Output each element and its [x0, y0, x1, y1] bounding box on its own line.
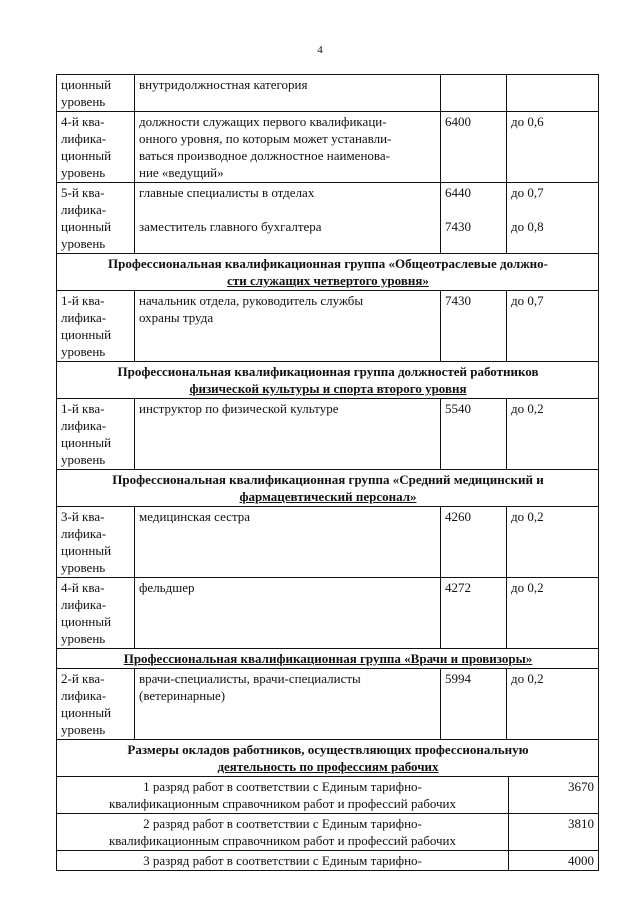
- text-line: 4-й ква-: [61, 580, 105, 595]
- text-line: онного уровня, по которым может устанавли-: [139, 131, 392, 146]
- text-line: ваться производное должностное наименова-: [139, 148, 390, 163]
- text-line: лифика-: [61, 597, 107, 612]
- table-row: [57, 669, 599, 740]
- text-line: 7430: [445, 219, 471, 234]
- group-title-line: Профессиональная квалификационная группа «Врачи и провизоры»: [123, 651, 533, 666]
- text-line: лифика-: [61, 688, 107, 703]
- text-line: 5994: [445, 671, 471, 686]
- position-title: [135, 507, 441, 578]
- qualification-level: [57, 399, 135, 470]
- group-title-line: фармацевтический персонал»: [239, 489, 417, 504]
- text-line: до 0,2: [511, 671, 544, 686]
- text-line: (ветеринарные): [139, 688, 226, 703]
- salary-value: [441, 669, 507, 740]
- text-line: фельдшер: [139, 580, 195, 595]
- salary-value: [441, 75, 507, 112]
- text-line: 2 разряд работ в соответствии с Единым тарифно-: [143, 816, 422, 831]
- text-line: квалификационным справочником работ и профессий рабочих: [108, 833, 457, 848]
- table-row: [57, 183, 599, 254]
- text-line: 7430: [445, 293, 471, 308]
- coefficient-value: [507, 291, 599, 362]
- table-row: [57, 75, 599, 112]
- text-line: уровень: [61, 236, 106, 251]
- text-line: до 0,7: [511, 185, 544, 200]
- text-line: главные специалисты в отделах: [139, 185, 315, 200]
- text-line: 4260: [445, 509, 471, 524]
- worker-grade-description: [57, 814, 509, 851]
- table-row: [57, 399, 599, 470]
- text-line: лифика-: [61, 418, 107, 433]
- group-title-line: сти служащих четвертого уровня»: [227, 273, 429, 288]
- table-row: [57, 578, 599, 649]
- group-title-line: Профессиональная квалификационная группа должностей работников: [117, 364, 539, 379]
- table-row: [57, 507, 599, 578]
- salary-value: [441, 112, 507, 183]
- text-line: лифика-: [61, 310, 107, 325]
- text-line: до 0,2: [511, 509, 544, 524]
- group-title-line: деятельность по профессиям рабочих: [217, 759, 439, 774]
- text-line: до 0,6: [511, 114, 544, 129]
- worker-grade-row: [57, 814, 599, 851]
- coefficient-value: [507, 578, 599, 649]
- group-title-line: Профессиональная квалификационная группа «Общеотраслевые должно-: [108, 256, 548, 271]
- qualification-level: [57, 183, 135, 254]
- group-title-line: Профессиональная квалификационная группа «Средний медицинский и: [112, 472, 544, 487]
- text-line: до 0,2: [511, 580, 544, 595]
- position-title: [135, 291, 441, 362]
- coefficient-value: [507, 75, 599, 112]
- coefficient-value: [507, 669, 599, 740]
- qualification-level: [57, 669, 135, 740]
- text-line: 6400: [445, 114, 471, 129]
- text-line: 3-й ква-: [61, 509, 105, 524]
- salary-value: [441, 291, 507, 362]
- text-line: заместитель главного бухгалтера: [139, 219, 322, 234]
- text-line: 6440: [445, 185, 471, 200]
- salary-value: [441, 399, 507, 470]
- text-line: уровень: [61, 722, 106, 737]
- text-line: уровень: [61, 344, 106, 359]
- qualification-level: [57, 507, 135, 578]
- position-title: [135, 183, 441, 254]
- worker-grade-description: [57, 777, 509, 814]
- text-line: уровень: [61, 631, 106, 646]
- text-line: ционный: [61, 327, 112, 342]
- position-title: [135, 578, 441, 649]
- text-line: 5540: [445, 401, 471, 416]
- text-line: до 0,7: [511, 293, 544, 308]
- group-header-row: [57, 362, 599, 399]
- salary-value: [441, 578, 507, 649]
- qualification-level: [57, 112, 135, 183]
- worker-grade-row: [57, 777, 599, 814]
- worker-salary-value: 4000: [509, 851, 599, 871]
- worker-salary-value: 3670: [509, 777, 599, 814]
- coefficient-value: [507, 507, 599, 578]
- text-line: ние «ведущий»: [139, 165, 224, 180]
- text-line: 1 разряд работ в соответствии с Единым тарифно-: [143, 779, 422, 794]
- text-line: уровень: [61, 452, 106, 467]
- worker-grade-row: [57, 851, 599, 871]
- position-title: [135, 399, 441, 470]
- text-line: 1-й ква-: [61, 293, 105, 308]
- text-line: 3 разряд работ в соответствии с Единым тарифно-: [143, 853, 422, 868]
- group-title: [57, 740, 599, 777]
- text-line: ционный: [61, 77, 112, 92]
- text-line: ционный: [61, 435, 112, 450]
- text-line: инструктор по физической культуре: [139, 401, 339, 416]
- page-number: 4: [317, 44, 323, 56]
- qualification-level: [57, 578, 135, 649]
- qualification-level: [57, 291, 135, 362]
- text-line: внутридолжностная категория: [139, 77, 308, 92]
- position-title: [135, 112, 441, 183]
- coefficient-value: [507, 183, 599, 254]
- workers-salary-table: [56, 776, 599, 871]
- text-line: охраны труда: [139, 310, 214, 325]
- text-line: ционный: [61, 705, 112, 720]
- group-title: [57, 254, 599, 291]
- group-title: [57, 470, 599, 507]
- group-title-line: физической культуры и спорта второго уровня: [189, 381, 467, 396]
- text-line: 2-й ква-: [61, 671, 105, 686]
- text-line: 1-й ква-: [61, 401, 105, 416]
- text-line: 4272: [445, 580, 471, 595]
- text-line: ционный: [61, 148, 112, 163]
- group-title-line: Размеры окладов работников, осуществляющих профессиональную: [127, 742, 529, 757]
- text-line: должности служащих первого квалификаци-: [139, 114, 387, 129]
- text-line: до 0,8: [511, 219, 544, 234]
- table-row: [57, 112, 599, 183]
- table-row: [57, 291, 599, 362]
- coefficient-value: [507, 112, 599, 183]
- text-line: уровень: [61, 165, 106, 180]
- group-header-row: [57, 740, 599, 777]
- worker-grade-description: [57, 851, 509, 871]
- text-line: ционный: [61, 543, 112, 558]
- text-line: лифика-: [61, 526, 107, 541]
- text-line: лифика-: [61, 202, 107, 217]
- position-title: [135, 669, 441, 740]
- text-line: уровень: [61, 560, 106, 575]
- salary-value: [441, 183, 507, 254]
- text-line: 4-й ква-: [61, 114, 105, 129]
- text-line: ционный: [61, 219, 112, 234]
- text-line: медицинская сестра: [139, 509, 251, 524]
- group-header-row: [57, 470, 599, 507]
- text-line: врачи-специалисты, врачи-специалисты: [139, 671, 361, 686]
- group-title: [57, 649, 599, 669]
- text-line: ционный: [61, 614, 112, 629]
- salary-table: [56, 74, 599, 777]
- salary-value: [441, 507, 507, 578]
- text-line: лифика-: [61, 131, 107, 146]
- group-title: [57, 362, 599, 399]
- worker-salary-value: 3810: [509, 814, 599, 851]
- text-line: начальник отдела, руководитель службы: [139, 293, 364, 308]
- group-header-row: [57, 254, 599, 291]
- group-header-row: [57, 649, 599, 669]
- text-line: до 0,2: [511, 401, 544, 416]
- coefficient-value: [507, 399, 599, 470]
- text-line: 5-й ква-: [61, 185, 105, 200]
- text-line: квалификационным справочником работ и профессий рабочих: [108, 796, 457, 811]
- text-line: уровень: [61, 94, 106, 109]
- qualification-level: [57, 75, 135, 112]
- position-title: [135, 75, 441, 112]
